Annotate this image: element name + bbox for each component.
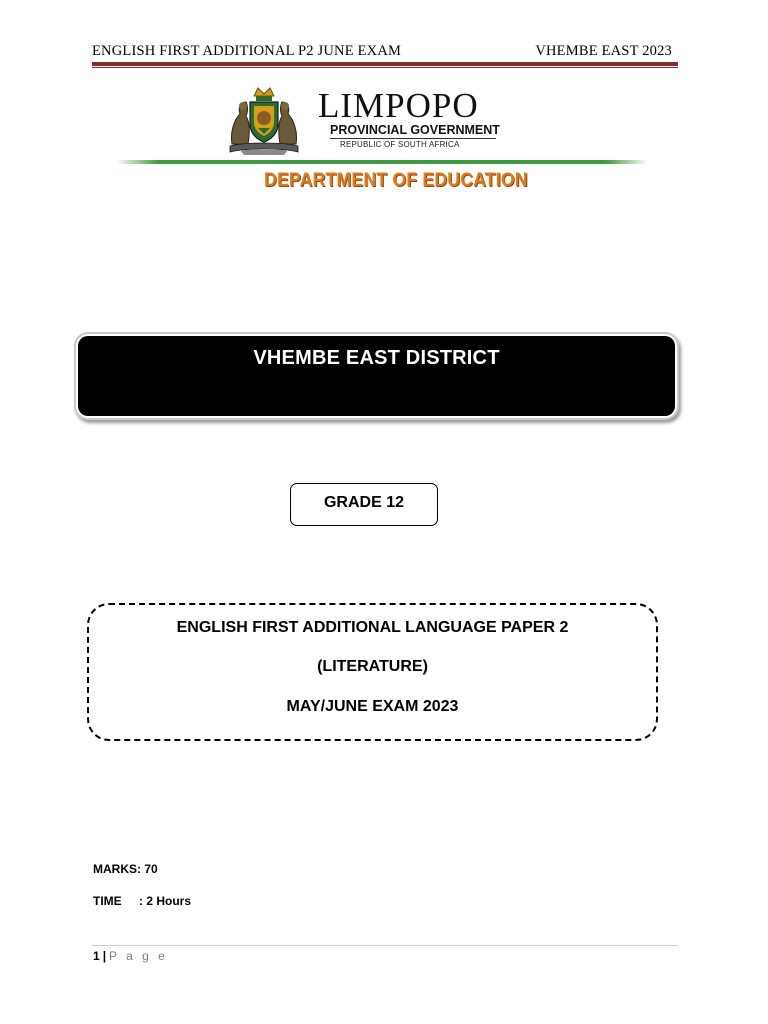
page-separator: | [102, 949, 107, 963]
logo-divider [116, 160, 648, 164]
logo-tagline: REPUBLIC OF SOUTH AFRICA [340, 140, 460, 149]
header-rule-thin [92, 67, 678, 68]
department-title: DEPARTMENT OF EDUCATION [264, 170, 528, 191]
page-footer [93, 949, 168, 963]
header-right: VHEMBE EAST 2023 [535, 43, 672, 59]
time-label: TIME [93, 894, 122, 908]
coat-of-arms-right-supporter [279, 102, 297, 144]
coat-of-arms-shield [250, 102, 278, 142]
coat-of-arms-left-supporter [231, 102, 249, 144]
header-left: ENGLISH FIRST ADDITIONAL P2 JUNE EXAM [92, 43, 402, 59]
time-value: : 2 Hours [139, 894, 192, 908]
logo-subtitle: PROVINCIAL GOVERNMENT [330, 123, 500, 137]
footer-rule [92, 945, 678, 946]
coat-of-arms-crest [254, 88, 274, 101]
header-rule [92, 62, 678, 66]
grade-box [290, 483, 438, 526]
logo-title: LIMPOPO [318, 86, 479, 125]
logo-subtitle-rule [330, 138, 496, 139]
paper-title-box [87, 603, 658, 741]
paper-title-line-1: ENGLISH FIRST ADDITIONAL LANGUAGE PAPER 2 [176, 619, 569, 636]
coat-of-arms-icon [226, 84, 302, 156]
district-title: VHEMBE EAST DISTRICT [253, 347, 500, 369]
page-word: P a g e [109, 949, 168, 963]
marks-label: MARKS: 70 [93, 862, 158, 876]
paper-title-line-2: (LITERATURE) [317, 658, 428, 675]
page-number: 1 [93, 949, 100, 963]
district-banner [78, 336, 675, 416]
grade-label: GRADE 12 [323, 494, 405, 511]
paper-title-line-3: MAY/JUNE EXAM 2023 [286, 698, 459, 715]
coat-of-arms-base [230, 143, 298, 155]
